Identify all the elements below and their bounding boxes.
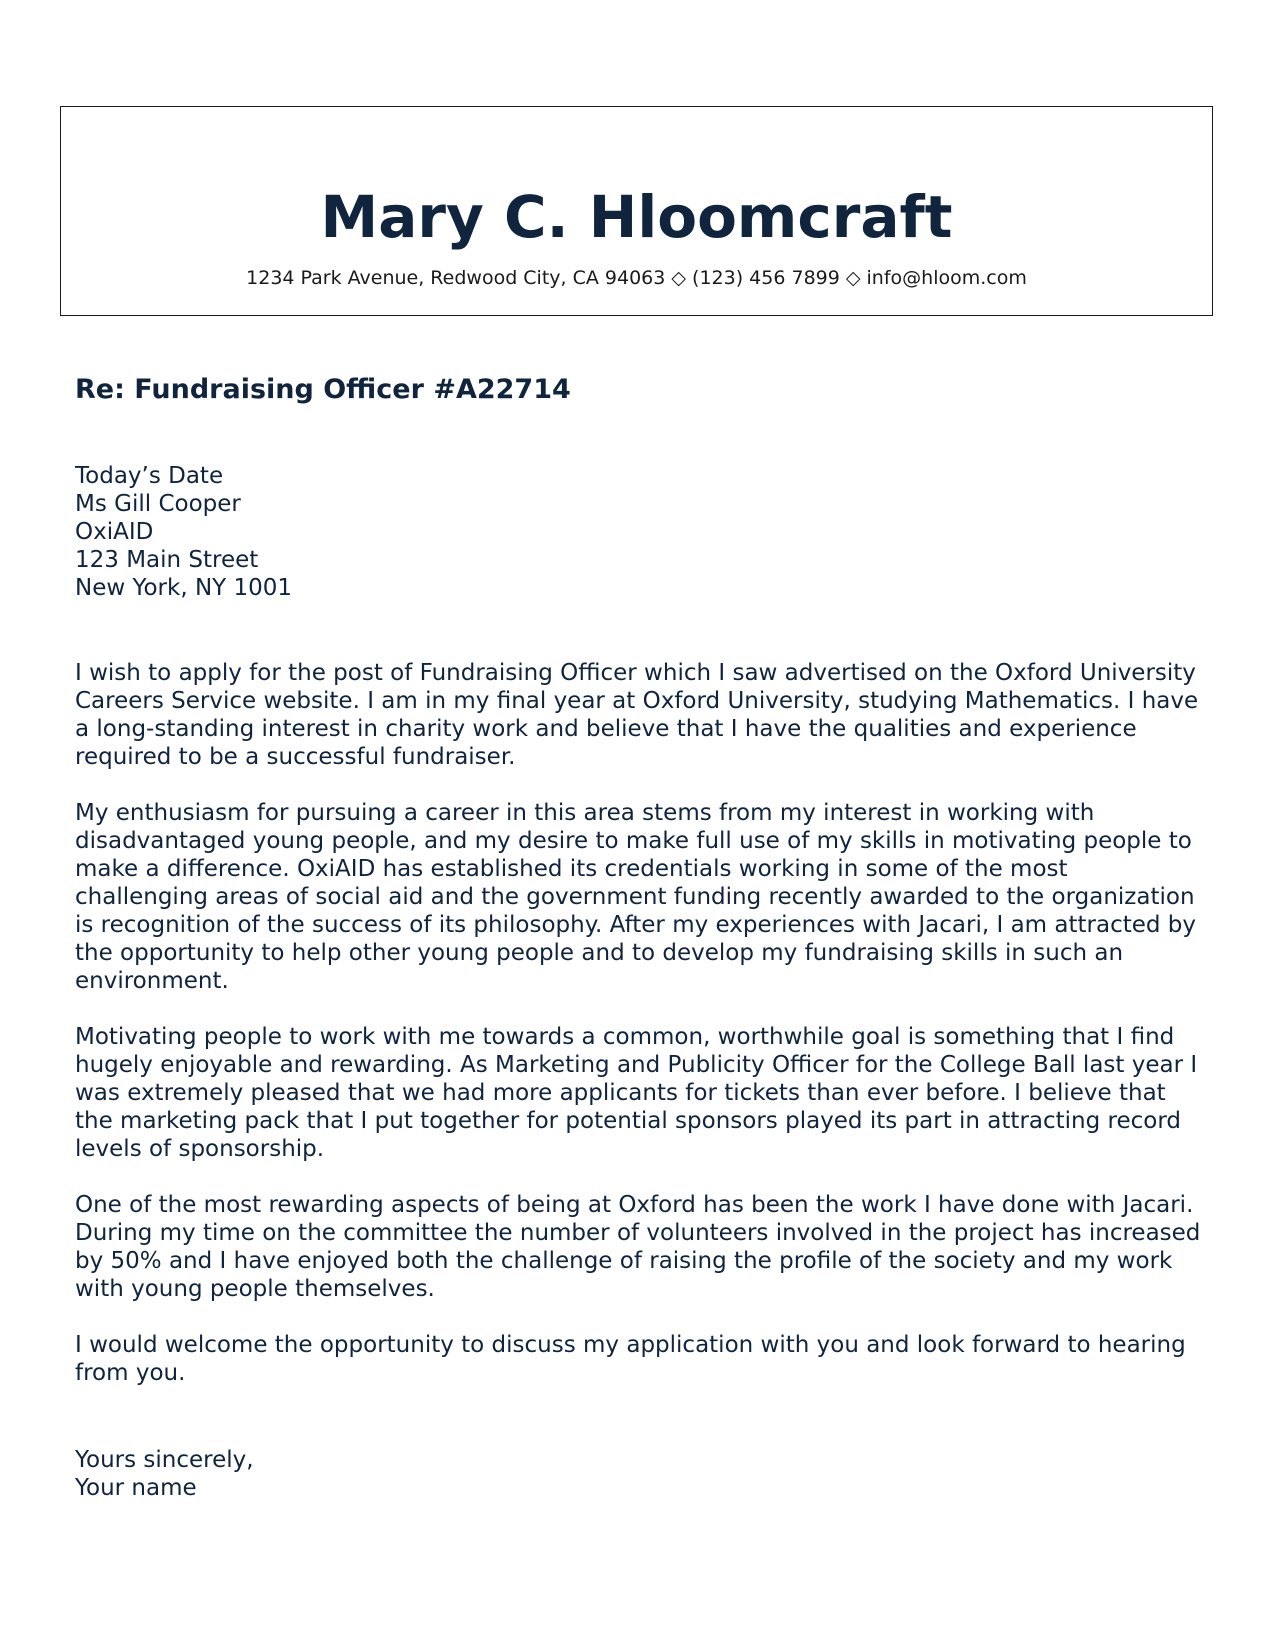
letter-body [75, 659, 1205, 1415]
body-paragraph: Motivating people to work with me towards a common, worthwhile goal is something that I find hugely enjoyable and rewarding. As Marketing and Publicity Officer for the College Ball last year I was extremely pleased that we had more applicants for tickets than ever before. I believe that the marketing pack that I put together for potential sponsors played its part in attracting record levels of sponsorship. [75, 1024, 1198, 1162]
letter-closing [75, 1446, 254, 1502]
sender-contact: 1234 Park Avenue, Redwood City, CA 94063 ◇ (123) 456 7899 ◇ info@hloom.com [246, 267, 1027, 289]
letter-date: Today’s Date [75, 463, 224, 489]
subject-line: Re: Fundraising Officer #A22714 [75, 374, 571, 405]
recipient-street: 123 Main Street [75, 547, 259, 573]
recipient-name: Ms Gill Cooper [75, 491, 241, 517]
recipient-company: OxiAID [75, 519, 154, 545]
recipient-address [75, 462, 292, 602]
body-paragraph: My enthusiasm for pursuing a career in this area stems from my interest in working with disadvantaged young people, and my desire to make full use of my skills in motivating people to make a difference. OxiAID has established its credentials working in some of the most challenging areas of social aid and the government funding recently awarded to the organization is recognition of the success of its philosophy. After my experiences with Jacari, I am attracted by the opportunity to help other young people and to develop my fundraising skills in such an environment. [75, 800, 1197, 994]
body-paragraph: I wish to apply for the post of Fundraising Officer which I saw advertised on the Oxford University Careers Service website. I am in my final year at Oxford University, studying Mathematics. I have a long-standing interest in charity work and believe that I have the qualities and experience required to be a successful fundraiser. [75, 660, 1199, 770]
closing-salutation: Yours sincerely, [75, 1447, 254, 1473]
body-paragraph: One of the most rewarding aspects of being at Oxford has been the work I have done with Jacari. During my time on the committee the number of volunteers involved in the project has increased by 50% and I have enjoyed both the challenge of raising the profile of the society and my work with young people themselves. [75, 1192, 1201, 1302]
closing-signature: Your name [75, 1475, 197, 1501]
recipient-city: New York, NY 1001 [75, 575, 293, 601]
body-paragraph: I would welcome the opportunity to discuss my application with you and look forward to hearing from you. [75, 1332, 1186, 1386]
sender-name: Mary C. Hloomcraft [320, 183, 953, 251]
letterhead-box [60, 106, 1213, 316]
